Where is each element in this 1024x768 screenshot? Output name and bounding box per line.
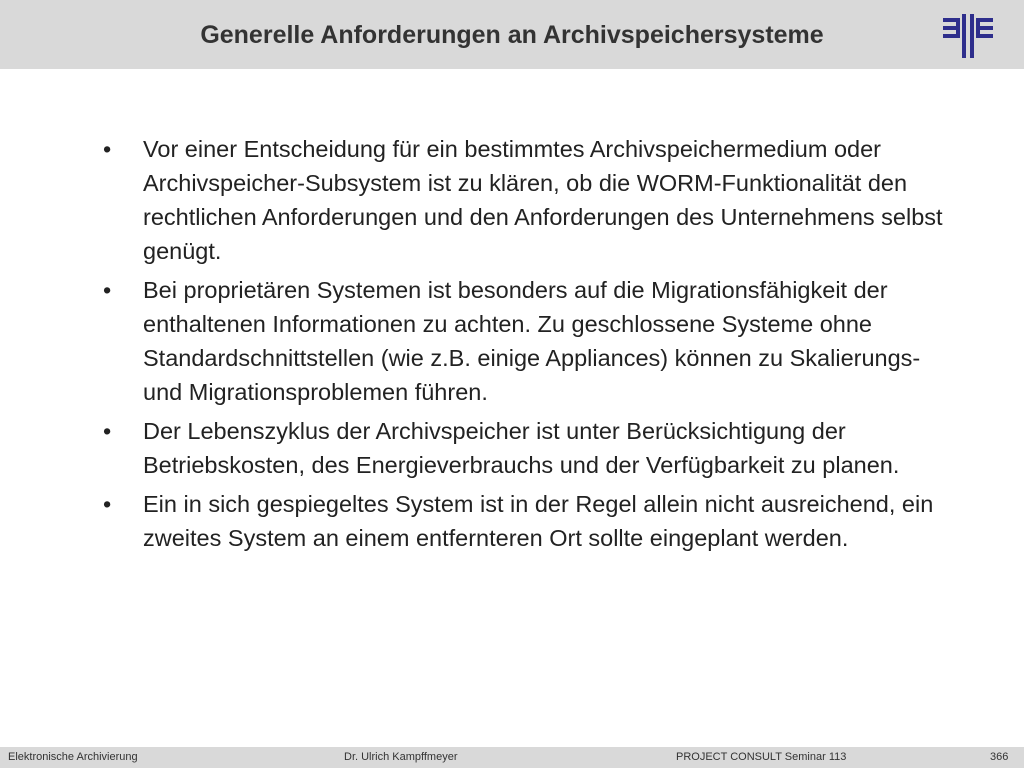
bullet-item xyxy=(99,132,949,268)
bullet-item xyxy=(99,273,949,409)
footer-seminar: PROJECT CONSULT Seminar 113 xyxy=(676,751,847,763)
footer-course-title: Elektronische Archivierung xyxy=(8,751,138,763)
bullet-list xyxy=(99,132,949,560)
footer-page-number: 366 xyxy=(990,751,1009,763)
footer-author: Dr. Ulrich Kampffmeyer xyxy=(344,751,458,763)
bullet-item xyxy=(99,414,949,482)
bullet-text: Bei proprietären Systemen ist besonders auf die Migrationsfähigkeit der enthaltenen Informationen zu achten. Zu geschlossene Systeme ohne Standardschnittstellen (wie z.B. einige Appliances) können zu Skalierungs- und Migrationsproblemen führen. xyxy=(143,277,921,405)
slide-footer xyxy=(0,747,1024,768)
bullet-marker: • xyxy=(103,277,112,303)
bullet-text: Der Lebenszyklus der Archivspeicher ist unter Berücksichtigung der Betriebskosten, des Energieverbrauchs und der Verfügbarkeit zu planen. xyxy=(143,418,900,478)
bullet-marker: • xyxy=(103,491,112,517)
bullet-marker: • xyxy=(103,418,112,444)
project-consult-logo-icon xyxy=(943,14,993,58)
bullet-text: Ein in sich gespiegeltes System ist in der Regel allein nicht ausreichend, ein zweites System an einem entfernteren Ort sollte eingeplant werden. xyxy=(143,491,934,551)
slide-title: Generelle Anforderungen an Archivspeichersysteme xyxy=(200,21,824,49)
bullet-item xyxy=(99,487,949,555)
bullet-text: Vor einer Entscheidung für ein bestimmtes Archivspeichermedium oder Archivspeicher-Subsystem ist zu klären, ob die WORM-Funktionalität den rechtlichen Anforderungen und den Anforderungen des Unternehmens selbst genügt. xyxy=(143,136,943,264)
bullet-marker: • xyxy=(103,136,112,162)
slide-header xyxy=(0,0,1024,69)
